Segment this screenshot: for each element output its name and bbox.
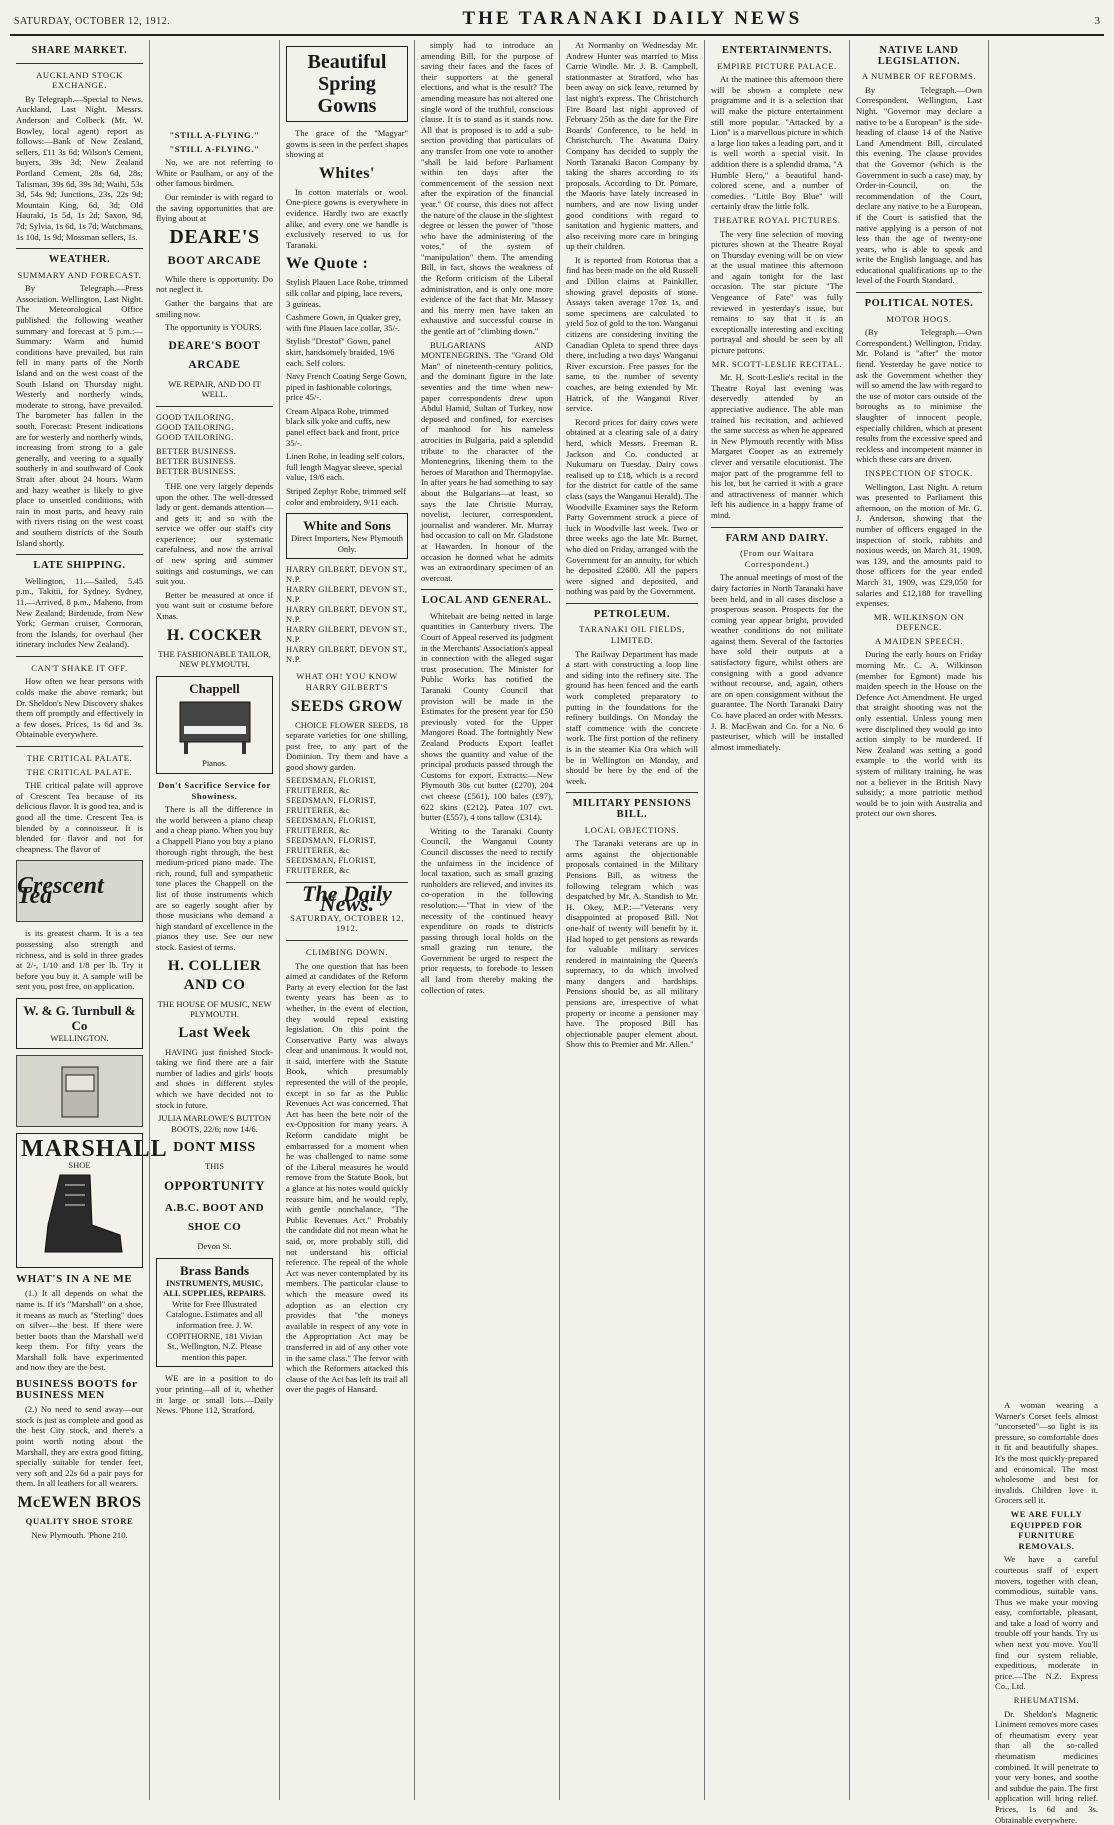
seedsman-line: SEEDSMAN, FLORIST, FRUITERER, &c (286, 855, 377, 875)
seeds-text: CHOICE FLOWER SEEDS, 18 separate varieties for one shilling, post free, to any part of the Dominion. Try them and have a good showy garden. (286, 719, 408, 772)
piano-text: There is all the difference in the world between a piano cheap and a cheap piano. When you buy a Chappell Piano you buy a piano thorough right through, the best medium-priced piano made. The rich, round, full and sympathetic tone places the Chappell on the list of those instruments which are so eagerly sought after by those musicians who demand a high standard of excellence in the pianos they use. See our new stock. Easiest of terms. (156, 804, 273, 952)
still-flying-text: No, we are not referring to White or Paulham, or any of the other famous birdmen. (156, 157, 273, 189)
masthead (10, 6, 1104, 36)
whats-in-a-name-text: (1.) It all depends on what the name is. If it's "Marshall" on a shoe, it means as much as "Sterling" does on silver—the best. If there were better boots than the Marshall we'd keep them. For fifty years the Marshall folk have experimented and now they are the best. (16, 1288, 143, 1373)
palate-text: THE critical palate will approve of Crescent Tea because of its delicious flavor. It is good tea, and is good all the time. Crescent Tea is blended by a connoisseur. It is blended for flavor and not for cheapness. The flavor of (16, 780, 143, 854)
local-text-a: At Normanby on Wednesday Mr. Andrew Hunter was married to Miss Carrie Windle. Mr. J. B. Campbell, stationmaster at Stratford, who has been away on sick leave, returned by last night's express. The Christchurch Fire Board last night approved of February 25th as the date for the Fire Boards' Conference, to be held in Christchurch. The Awatuna Dairy Company has decided to supply the North Taranaki Bacon Company by taking the shares according to its proposals. According to Dr. Pomare, the Maoris have lately increased in numbers, and are now living under good conditions with regard to sanitation and hygienic matters, and also receiving more care in bringing up their children. (566, 40, 698, 252)
tea-packet-icon (50, 1061, 110, 1121)
last-week-heading: Last Week (178, 1024, 251, 1041)
native-land-subheading: A NUMBER OF REFORMS. (861, 71, 977, 82)
seedsman-list (286, 776, 408, 876)
piano-icon (170, 696, 260, 756)
local-objections-subheading: LOCAL OBJECTIONS. (584, 824, 680, 835)
opportunity: OPPORTUNITY (163, 1178, 266, 1194)
column-7 (850, 40, 989, 1800)
tailoring-line: GOOD TAILORING. (156, 432, 234, 442)
still-flying-text-2: Our reminder is with regard to the saving opportunities that are flying about at (156, 191, 273, 224)
collier-sub: THE HOUSE OF MUSIC, NEW PLYMOUTH. (157, 998, 272, 1020)
cant-shake-heading: CAN'T SHAKE IT OFF. (31, 662, 128, 673)
military-pensions-heading: MILITARY PENSIONS BILL. (572, 798, 692, 820)
chappell-name: Chappell (189, 680, 240, 696)
local-general-heading: LOCAL AND GENERAL. (422, 595, 552, 607)
daily-news-date: SATURDAY, OCTOBER 12, 1912. (290, 912, 404, 934)
quote-item: Stylish Plauen Lace Robe, trimmed silk collar and piping, lace revers, 3 guineas. (286, 277, 408, 309)
motor-hogs-text: (By Telegraph.—Own Correspondent.) Wellington, Friday. Mr. Poland is "after" the motor fiend. Yesterday he gave notice to ask the Government whether they will so amend the law with regard to the use of motor cars outside of the boroughs as to minimise the slaughter of innocent people, especially children, which at present results from the excessive speed and reckless and incompetent manner in which these cars are driven. (856, 327, 982, 465)
deares-name: DEARE'S (169, 225, 260, 248)
business-list (156, 447, 273, 477)
marshall-shoe-label: SHOE (68, 1159, 91, 1170)
issue-date: SATURDAY, OCTOBER 12, 1912. (14, 16, 171, 27)
farm-dairy-heading: FARM AND DAIRY. (725, 532, 829, 544)
military-pensions-text: The Taranaki veterans are up in arms against the objectionable proposals contained in the Military Pensions Bill, as witness the following telegram which was despatched by Mr. A. Standish to Mr. H. Okey, M.P.:—"Veterans very disappointed at proposed Bill. Not one-half of twenty will benefit by it. Had hoped to get pensions as rewards for valuable military services rendered in maintaining the Queen's supremacy, to do which involved many dangers and hardships. Pensions should be, as all military pensions are, irrespective of what property or income a pensioner may have. The proposed Bill has objectionable pauper element about. Show this to Premier and Mr. Allen." (566, 838, 698, 1050)
julia-marlowe: JULIA MARLOWE'S BUTTON BOOTS, 22/6; now 14/6. (157, 1113, 272, 1134)
quote-item: Striped Zephyr Robe, trimmed self color and embroidery, 9/11 each. (286, 486, 407, 507)
gowns-label: Gowns (317, 95, 377, 117)
corset-text: A woman wearing a Warner's Corset feels almost "uncorseted"—so light is its pressure, so comfortable does it fit and beautifully shapes. It's the most quickly-prepared and economical. The most wholesome and best for invalids. Children love it. Grocers sell it. (995, 1400, 1098, 1506)
deares-text-2: Gather the bargains that are smiling now. (156, 297, 273, 319)
brass-bands-sub: INSTRUMENTS, MUSIC, ALL SUPPLIES, REPAIRS. (163, 1277, 266, 1299)
printing-text: WE are in a position to do your printing—all of it, whether in large or small lots.—Daily News. 'Phone 112, Stratford. (156, 1373, 273, 1416)
business-line: BETTER BUSINESS. (156, 466, 237, 476)
deares-text: While there is opportunity. Do not neglect it. (156, 273, 273, 295)
inspection-stock-heading: INSPECTION OF STOCK. (865, 467, 973, 478)
column-container (10, 40, 1104, 1825)
brass-bands-title: Brass Bands (180, 1262, 249, 1278)
maiden-speech-heading: A MAIDEN SPEECH. (874, 635, 964, 646)
removals-heading: WE ARE FULLY EQUIPPED FOR FURNITURE REMOVALS. (1010, 1508, 1083, 1551)
rheumatism-heading: RHEUMATISM. (1013, 1695, 1080, 1706)
gilbert-line: HARRY GILBERT, DEVON ST., N.P. (286, 625, 408, 645)
native-land-heading: NATIVE LAND LEGISLATION. (877, 45, 961, 67)
still-flying-1: "STILL A-FLYING." (169, 130, 260, 140)
cocker-name: H. COCKER (166, 626, 263, 644)
divider (421, 589, 553, 590)
abc-boot-co: A.B.C. BOOT AND SHOE CO (164, 1202, 265, 1234)
gilbert-line: HARRY GILBERT, DEVON ST., N.P. (286, 645, 408, 665)
scott-leslie-heading: MR. SCOTT-LESLIE RECITAL. (711, 358, 843, 369)
column-3 (280, 40, 415, 1800)
turnbull-ad (16, 998, 143, 1049)
column-6 (705, 40, 850, 1800)
local-text-c: Record prices for dairy cows were obtained at a clearing sale of a dairy herd, which Messrs. Freeman R. Jackson and Co. conducted at Nukumaru on Tuesday. Dairy cows realised up to £18, which is a record for the district for cattle of the same class (says the Wanganui Herald). The Woodville Examiner says the Reform Party Government struck a piece of luck in Woodville last week. Two or three weeks ago the late Mr. Burnet, who died on Friday, arranged with the Government for an annuity, for which he deposited £2600. All the papers were signed and deposited, and nothing was paid by the Government. (566, 416, 698, 597)
divider (16, 554, 143, 555)
oil-fields-subheading: TARANAKI OIL FIELDS, LIMITED. (579, 624, 685, 646)
turnbull-place: WELLINGTON. (50, 1032, 109, 1043)
petroleum-heading: PETROLEUM. (593, 608, 671, 620)
pianos-label: Pianos. (202, 758, 227, 769)
beautiful-label: Beautiful (307, 51, 387, 73)
column-4 (415, 40, 560, 1800)
business-line: BETTER BUSINESS. (156, 446, 237, 456)
gilbert-line: HARRY GILBERT, DEVON ST., N.P. (286, 565, 408, 585)
petroleum-text: The Railway Department has made a start with constructing a loop line and siding into the refinery site. The ground has been fenced and the earth work completed preparatory to putting in the foundations for the refinery buildings. On Monday the staff commence with the concrete work. The first portion of the refinery is in the steamer Kia Ora which will be in Wellington on Monday, and should be here by the end of the week. (566, 648, 698, 786)
quote-item: Stylish "Drestof" Gown, panel skirt, handsomely braided, 19/6 each. Self colors. (286, 336, 395, 368)
seedsman-line: SEEDSMAN, FLORIST, FRUITERER, &c (286, 795, 377, 815)
mcewen-bros-sub: QUALITY SHOE STORE (25, 1516, 134, 1526)
daily-news-logo: The Daily News. (302, 880, 392, 917)
turnbull-name: W. & G. Turnbull & Co (23, 1002, 136, 1033)
motor-hogs-heading: MOTOR HOGS. (886, 313, 952, 324)
boot-icon (30, 1170, 130, 1260)
share-market-heading: SHARE MARKET. (31, 45, 128, 56)
still-flying-2: "STILL A-FLYING." (169, 143, 260, 154)
bulgarians-text: BULGARIANS AND MONTENEGRINS. The "Grand Old Man" of nineteenth-century politics, and the dominant figure in the late seventies and the time when new-paper correspondents drew upon Abdul Hamid, Sultan of Turkey, now deposed and confined, for exercises of manhood for his nameless atrocities in Bulgaria, paid a splendid tribute to the character of the Montenegrins, likening them to the heroes of Marathon and Thermopylae. In after years he had something to say about the Bulgarians—at least, so says the late Christie Murray, novelist, lecturer, correspondent, journalist and wanderer. Mr. Murray had occasion to call on Mr. Gladstone at Hawarden. In honour of the occasion he donned what he admits was an extraordinary specimen of an overcoat. (421, 339, 553, 583)
whites-text: In cotton materials or wool. One-piece gowns is everywhere in evidence. Hardly two are exactly alike, and every one we handle is exclusively reserved to us for Taranaki. (286, 186, 408, 250)
chappell-piano-ad (156, 676, 273, 774)
marshall-name: MARSHALL (21, 1135, 168, 1162)
column-5 (560, 40, 705, 1800)
deares-arcade: DEARE'S BOOT ARCADE (168, 339, 261, 371)
quote-item: Cream Alpaca Robe, trimmed black silk yoke and cuffs, new panel effect back and front, price 35/-. (286, 405, 400, 448)
divider (156, 406, 273, 407)
seedsman-line: SEEDSMAN, FLORIST, FRUITERER, &c (286, 835, 377, 855)
rheumatism-text: Dr. Sheldon's Magnetic Liniment removes more cases of rheumatism every year than all the so-called rheumatism medicines combined. It will penetrate to your very bones, and soothe and subdue the pain. The first application will bring relief. Prices, 1s 6d and 3s. Obtainable everywhere. (995, 1708, 1098, 1825)
weather-subheading: SUMMARY AND FORECAST. (17, 269, 142, 280)
quote-items (286, 277, 408, 507)
native-land-text: By Telegraph.—Own Correspondent. Wellington, Last Night. "Governor may declare a native to be a European" is the side-heading of clause 14 of the Native Land Amendment Bill, circulated this evening. The clause provides that the Governor (which is the Government in such a case) may, by Order-in-Council, on the recommendation of the Court, declare any native to be a European, if the Court is satisfied that the native applying is a person of not less than the age of twenty-one years, who is able to speak and write the English language, and has educational qualifications up to the level of the Fourth Standard. (856, 84, 982, 286)
local-general-text: Whitebait are being netted in large quantities in Canterbury rivers. The Court of Appeal reserved its judgment in the Merchants' Association's appeal in connection with the alleged sugar trust prosecution. The Minister for Public Works has notified the Taranaki County Council that provision will be made in the Estimates for the present year for £50 previously voted for the Upper Mangorei Road. The fortnightly New Zealand Products Export leaflet shows the quantity and value of the principal products passed through the Customs for export. Extracts:—New Plymouth 30s cut butter (£270), 204 cwt cheese (£561), 100 bales (£97), 622 skins (£212). Patea 107 cwt. butter (£557), 4 tons tallow (£314). (421, 610, 553, 823)
divider (566, 603, 698, 604)
seedsman-line: SEEDSMAN, FLORIST, FRUITERER, &c (286, 775, 377, 795)
entertainments-heading: ENTERTAINMENTS. (721, 45, 833, 56)
gilbert-list (286, 565, 408, 665)
shipping-text: Wellington, 11.—Sailed, 5.45 p.m., Takitii, for Sydney. Sydney, 11.—Arrived, 8 p.m., Maheno, from New Zealand; Birdetude, from New York; German cruiser, Cormoran, from the Islands, for overhaul (her itinerary includes New Zealand). (16, 575, 143, 650)
white-and-sons-ad (286, 513, 408, 559)
inspection-stock-text: Wellington, Last Night. A return was presented to Parliament this afternoon, on the motion of Mr. G. J. Anderson, showing that the number of officers engaged in the inspection of stock, rabbits and noxious weeds, on March 31, 1909, was 139, and the amounts paid to those officers for the year ended March 31, 1909, was £29,050 for salaries and £12,188 for travelling expenses. (856, 481, 982, 609)
divider (16, 746, 143, 747)
divider (566, 792, 698, 793)
spring-gowns-ad (286, 46, 408, 122)
page-number: 3 (1094, 15, 1100, 27)
divider (711, 527, 843, 528)
divider (286, 940, 408, 941)
tea-packet-image (16, 1055, 143, 1127)
this-label: THIS (204, 1161, 225, 1172)
crescent-tea-lettering: Crescent Tea (17, 872, 104, 910)
cant-shake-text: How often we hear persons with colds make the above remark; but Dr. Sheldon's New Discovery shakes them off promptly and effectively in a few doses. Prices, 1s 6d and 3s. Obtainable everywhere. (16, 676, 143, 740)
gilbert-question: WHAT OH! YOU KNOW HARRY GILBERT'S (296, 671, 398, 692)
divider (16, 248, 143, 249)
deares-text-3: The opportunity is YOURS. (165, 322, 262, 333)
mcewen-bros-place: New Plymouth. 'Phone 210. (31, 1529, 128, 1540)
empire-picture-heading: EMPIRE PICTURE PALACE. (717, 60, 837, 71)
brass-bands-text: Write for Free Illustrated Catalogue. Estimates and all information free. J. W. COPITHORNE, 181 Vivian St., Wellington, N.Z. Please mention this paper. (166, 1298, 263, 1362)
empire-picture-text: At the matinee this afternoon there will be shown a complete new programme and it is a selection that will make the picture entertainment still more popular. "Attacked by a Lion" is a marvellous picture in which a large lion takes a leading part, and it is well worth a special visit. In addition there is a splendid drama, "A Humble Hero," a beautiful hand-colored scene, and a number of comedies. "Little Boy Blue" will certainly draw the little folk. (711, 74, 843, 212)
editorial-continued: simply had to introduce an amending Bill, for the purpose of saving their faces and the faces of their supporters at the general elections, and what is the result? The amending measure has not altered one single word of the truthful, conscious clause. It is to stand as it stands now. All that is proposed is to add a sub-section providing that particulars of any transfer from one vote to another "shall be laid before Parliament within ten days after the commencement of the session next after the expiration of the financial year." Of course, this does not affect the nature of the clause in the slightest degree or lessen the power of "those who have the administering of the votes," of the system of "manipulation" them. The amending Bill, in fact, shows the weakness of the Reform criticism of the Liberal administration, and is only one more evidence of the fact that Mr. Massey and his merry men have taken an exhaustive and successful course in the gentle art of "climbing down." (421, 40, 553, 337)
climbing-down-text: The one question that has been aimed at candidates of the Reform Party at every election for the last twenty years has been as to whether, in the event of election, they would repeal existing legislation. On this point the Conservative Party was always clear and unanimous. It would not, it said, interfere with the Statute Book, which presumably represented the will of the people, except in so far as the Public Revenues Act was concerned. That Act has been the bete noir of the ex-Opposition for many years. A Reform candidate might be embarrassed for a moment when he was challenged to name some of the Liberal measures he would remove from the Statute Book, but a glance at his notes would quickly reassure him, and he would reply, with gentle nonchalance, "The Public Revenues Act." Probably the candidate did not mean what he said, or, more probably still, did not understand his official reference. The repeal of the whole Act was never contemplated by its members. The particular clause to which the measure owed its adoption as an election cry provides that "the moneys available in respect of any vote in the Appropriation Act may be transferred in aid of any other vote in the same class." The fervor with which the Reformers attacked this clause of the Act has left its trail all over the pages of Hansard. (286, 960, 408, 1395)
tailoring-line: GOOD TAILORING. (156, 422, 234, 432)
climbing-down-heading: CLIMBING DOWN. (306, 946, 388, 957)
column-8 (989, 40, 1104, 1825)
seeds-grow-heading: SEEDS GROW (290, 697, 404, 715)
marshall-shoe-ad (16, 1133, 168, 1268)
divider (16, 63, 143, 64)
mcewen-bros-name: McEWEN BROS (17, 1494, 142, 1511)
abc-place: Devon St. (197, 1241, 232, 1252)
share-market-text: By Telegraph.—Special to News. Auckland, Last Night. Messrs. Anderson and Colbeck (Mr. W. Bowley, local agent) report as follows:—Bank of New Zealand, sellers, £11 3s 6d; Wilson's Cement, buyers, 39s 3d; New Zealand Portland Cement, 28s 6d, 28s; Talisman, 39s 6d, 39s 3d; Waihi, 53s 3d, 54s 9d; Junctions, 23s, 22s 9d; Mountain King, 6d, 3d; Old Hauraki, 1s 5d, 1s 2d; Saxon, 9d, 7d; Sylvia, 1s 6d, 1s 7d; Watchmans, 1s 10d, 1s 9d; Mossman sellers, 1s. (16, 93, 143, 242)
newspaper-title: THE TARANAKI DAILY NEWS (462, 8, 803, 29)
divider (856, 292, 982, 293)
divider (16, 656, 143, 657)
gilbert-line: HARRY GILBERT, DEVON ST., N.P. (286, 605, 408, 625)
political-notes-heading: POLITICAL NOTES. (864, 298, 974, 310)
palate-heading-2: THE CRITICAL PALATE. (26, 766, 133, 777)
deares-repair: WE REPAIR, AND DO IT WELL. (168, 378, 261, 400)
share-market-subheading: AUCKLAND STOCK EXCHANGE. (36, 69, 123, 91)
collier-name: H. COLLIER AND CO (167, 957, 262, 993)
local-text-b: It is reported from Rotorua that a find has been made on the old Russell and Dillon claims at Painkiller, showing gravel deposits of stone. Assays taken average 17oz 1s, and some specimens are calculated to yield 5oz of gold to the ton. Wanganui citizens are considering inviting the Canadian Opleta to spend three days there, including a two days' Wanganui River excursion. Free passes for the same, to the number of seventy coaches, are being extended by Mr. Hatrick, of the Wanganui River service. (566, 254, 698, 414)
weather-heading: WEATHER. (48, 254, 111, 266)
shipping-heading: LATE SHIPPING. (33, 560, 126, 572)
spring-label: Spring (318, 73, 376, 95)
cocker-text: THE one very largely depends upon the other. The well-dressed lady or gent. demands attention—and gets it; and so with the service we offer our staff's city experience; our systematic carefulness, and now the arrival of new spring and summer suitings and costumings, we can suit you. (156, 480, 273, 587)
crescent-text: is its greatest charm. It is a tea possessing also strength and richness, and is sold in three grades at 2/-, 1/10 and 1/8 per lb. Try it before you buy it. A sample will be sent you, post free, on application. (16, 928, 143, 992)
tailoring-line: GOOD TAILORING. (156, 412, 234, 422)
dont-sacrifice-heading: Don't Sacrifice Service for Showiness. (158, 780, 271, 801)
tailoring-list (156, 413, 273, 443)
whites-name: Whites' (319, 164, 375, 182)
business-boots-heading: BUSINESS BOOTS for BUSINESS MEN (16, 1378, 138, 1401)
quote-item: Navy French Coating Serge Gown, piped in fashionable colorings, price 45/-. (286, 371, 407, 403)
weather-text: By Telegraph.—Press Association. Wellington, Last Night. The Meteorological Office published the following weather summary and forecast at 5 p.m.:—Summary: Warm and humid conditions have prevailed, but rain fell in many parts of the North Island and on the west coast of the South Island on Thursday night. Westerly and northerly winds, moderate to strong, have prevailed. The barometer has fallen in the south. Forecast: Present indications are for westerly and northerly winds, increasing from strong to a gale generally, and veering to a squally southerly in and southward of Cook Strait after about 24 hours. Warm and hazy weather is likely to give place to unsettled conditions, with rain in most parts, and heavy rain with rivers rising on the west coast and southern districts of the South Island shortly. (16, 283, 143, 548)
cocker-text-2: Better be measured at once if you want suit or costume before Xmas. (156, 589, 273, 622)
white-and-sons-sub: Direct Importers, New Plymouth Only. (291, 533, 403, 554)
column-2 (150, 40, 280, 1800)
dont-miss: DONT MISS (173, 1140, 256, 1156)
quote-item: Cashmere Gown, in Quaker grey, with fine Plauen lace collar, 35/-. (286, 312, 401, 333)
whats-in-a-name-heading: WHAT'S IN A NE ME (16, 1272, 133, 1285)
brass-bands-ad (156, 1258, 273, 1368)
wilkinson-heading: MR. WILKINSON ON DEFENCE. (873, 611, 965, 633)
we-quote-heading: We Quote : (286, 255, 369, 273)
gowns-text: The grace of the "Magyar" gowns is seen in the perfect shapes showing at (286, 128, 408, 160)
local-general-text-2: Writing to the Taranaki County Council, the Wanganui County Council discusses the need to rectify the unfairness in the incidence of local taxation, such as small grazing runholders are relieved, and invites its co-operation in the following resolution:—"That in view of the necessity of the continued heavy expenditure on roads to districts passing through local holds on the small grazing run tenure, the Government be urged to respect the prior requests, to forebode to lessen all land from thereby making the collection of rates. (421, 825, 553, 995)
crescent-tea-logo (16, 860, 143, 922)
theatre-royal-heading: THEATRE ROYAL PICTURES. (713, 214, 841, 225)
white-and-sons-name: White and Sons (303, 518, 391, 534)
scott-leslie-text: Mr. H. Scott-Leslie's recital in the Theatre Royal last evening was deservedly attended by an appreciative audience. The able man trained his recitation, and achieved the same success as when he appeared in New Plymouth recently with Miss Margaret Cooper as an extremely clever and versatile elocutionist. The major part of the programme fell to his lot, but he carried it with a grace and attractiveness of manner which left his audience in a happy frame of mind. (711, 372, 843, 520)
removals-text: We have a careful courteous staff of expert movers, together with clean, commodious, suitable vans. Thus we make your moving easy, comfortable, pleasant, and take a load of worry and trouble off your hands. Try us when next you move. You'll find our system reliable, expeditious, moderate in price.—The N.Z. Express Co., Ltd. (995, 1554, 1098, 1692)
last-week-text: HAVING just finished Stock-taking we find there are a fair number of ladies and girls' boots and shoes in different styles which we have decided not to stock in future. (156, 1046, 273, 1110)
palate-heading-1: THE CRITICAL PALATE. (26, 753, 133, 764)
quote-item: Linen Robe, in leading self colors, full length Magyar sleeve, special value, 19/6 each. (286, 451, 405, 483)
business-boots-text: (2.) No need to send away—our stock is just as complete and good as the best City stock, and there's a point worth noting about the Marshall, they are extra good fitting, specially suitable for tender feet, very soft and 22s 6d a pair pays for them. In all leathers for all wearers. (16, 1404, 143, 1489)
farm-dairy-text: The annual meetings of most of the dairy factories in North Taranaki have been held, and in all cases disclose a prosperous season. Prospects for the coming year appear bright, provided weather conditions do not militate against them. Several of the factories have sold their outputs at a satisfactory figure, whilst others are consigning with a good advance without recourse, and, again, others are on open consignment without the guarantee. The North Taranaki Dairy Co. have placed an order with Messrs. J. B. MacEwan and Co. for a No. 6 pasteuriser, which will be installed almost immediately. (711, 572, 843, 752)
cocker-sub: THE FASHIONABLE TAILOR, NEW PLYMOUTH. (158, 648, 271, 670)
farm-dairy-subheading: (From our Waitara Correspondent.) (740, 548, 814, 569)
deares-sub: BOOT ARCADE (167, 252, 262, 267)
column-1 (10, 40, 168, 1800)
theatre-royal-text: The very fine selection of moving pictures shown at the Theatre Royal on Thursday evening will be on view at the usual matinee this afternoon and again tonight for the last occasion. The star picture "The Vengeance of Fate" was fully reviewed in yesterday's issue, but remains to say that it is an exceptionally interesting and exciting portrayal and should be seen by all picture patrons. (711, 228, 843, 356)
gilbert-line: HARRY GILBERT, DEVON ST., N.P. (286, 585, 408, 605)
seedsman-line: SEEDSMAN, FLORIST, FRUITERER, &c (286, 815, 377, 835)
business-line: BETTER BUSINESS. (156, 456, 237, 466)
wilkinson-text: During the early hours on Friday morning Mr. C. A. Wilkinson (member for Egmont) made his maiden speech in the House on the Defence Act Amendment. He urged that straight shooting was not the only essential. Unless young men were disciplined they would go into action simply to be murdered. If New Zealand was setting a good example to the world with its system of military training, he was not a believer in the British Navy subsidy; a more patriotic method would be to join with Australia and protect our own shores. (856, 649, 982, 819)
